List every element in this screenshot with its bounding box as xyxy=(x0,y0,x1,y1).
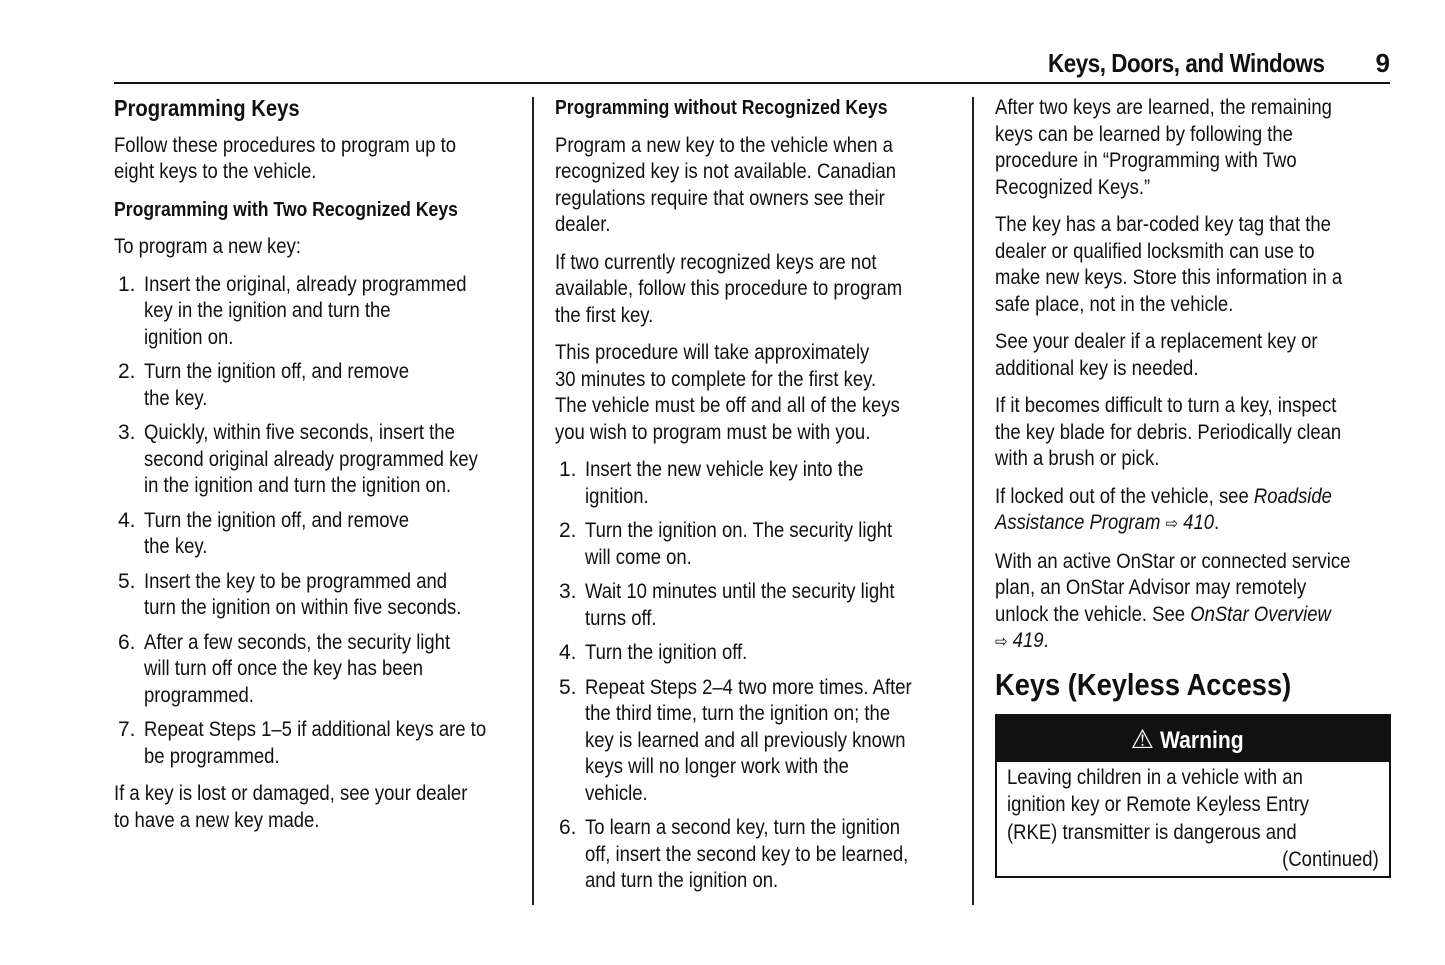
steps-list-without-keys xyxy=(555,457,950,895)
page-header xyxy=(114,46,1390,84)
paragraph: If it becomes difficult to turn a key, inspect the key blade for debris. Periodically clean with a brush or pick. xyxy=(995,394,1342,470)
warning-triangle-icon: ⚠ xyxy=(1130,723,1155,754)
closing-paragraph: If a key is lost or damaged, see your dealer to have a new key made. xyxy=(114,782,468,832)
page-reference-419[interactable]: 419 xyxy=(1012,629,1044,652)
paragraph: After two keys are learned, the remaining keys can be learned by following the procedure in “Programming with Two Recognized Keys.” xyxy=(995,96,1332,199)
paragraph: If two currently recognized keys are not available, follow this procedure to program the first key. xyxy=(555,250,903,327)
column-2 xyxy=(555,95,950,906)
column-divider xyxy=(972,97,974,905)
page-number: 9 xyxy=(1375,48,1390,78)
list-item: 7. Repeat Steps 1–5 if additional keys are to be programmed. xyxy=(118,718,487,768)
column-1 xyxy=(114,95,514,845)
list-item: 6. To learn a second key, turn the ignition off, insert the second key to be learned, and turn the ignition on. xyxy=(559,816,909,892)
list-item: 1. Insert the original, already programmed key in the ignition and turn the ignition on. xyxy=(118,272,467,349)
paragraph: This procedure will take approximately 30 minutes to complete for the first key. The vehicle must be off and all of the keys you wish to program must be with you. xyxy=(555,341,900,444)
list-item: 3. Quickly, within five seconds, insert the second original already programmed key in the ignition and turn the ignition on. xyxy=(118,421,478,497)
continued-label: (Continued) xyxy=(1282,848,1379,871)
list-item: 4. Turn the ignition off. xyxy=(559,641,748,664)
paragraph-roadside: If locked out of the vehicle, see Roadside Assistance Program ⇨ 410. xyxy=(995,484,1332,534)
warning-body: Leaving children in a vehicle with an ignition key or Remote Keyless Entry (RKE) transmitter is dangerous and (Continued) xyxy=(997,762,1389,876)
page-reference-arrow-icon: ⇨ xyxy=(995,632,1008,651)
roadside-assistance-link[interactable]: Roadside xyxy=(1253,484,1332,508)
roadside-assistance-link[interactable]: Assistance Program xyxy=(995,511,1161,534)
warning-box xyxy=(995,714,1391,878)
intro-paragraph: Follow these procedures to program up to eight keys to the vehicle. xyxy=(114,133,457,183)
warning-header xyxy=(997,716,1389,762)
steps-list-two-keys xyxy=(114,272,514,771)
onstar-overview-link[interactable]: OnStar Overview xyxy=(1190,602,1331,626)
page-reference-410[interactable]: 410 xyxy=(1183,511,1215,534)
section-title: Keys, Doors, and Windows xyxy=(1047,48,1324,78)
column-divider xyxy=(532,97,534,905)
list-item: 6. After a few seconds, the security light will turn off once the key has been programmed. xyxy=(118,630,451,707)
list-item: 4. Turn the ignition off, and remove the key. xyxy=(118,508,410,558)
list-item: 5. Repeat Steps 2–4 two more times. After the third time, turn the ignition on; the key is learned and all previously known keys will no longer work with the vehicle. xyxy=(559,675,912,805)
list-item: 2. Turn the ignition off, and remove the key. xyxy=(118,360,410,410)
column-3 xyxy=(995,95,1390,878)
paragraph-onstar: With an active OnStar or connected service plan, an OnStar Advisor may remotely unlock the vehicle. See OnStar Overview ⇨ 419. xyxy=(995,549,1351,652)
page-reference-arrow-icon: ⇨ xyxy=(1165,514,1179,533)
list-item: 5. Insert the key to be programmed and turn the ignition on within five seconds. xyxy=(118,569,462,619)
subheading-two-recognized-keys: Programming with Two Recognized Keys xyxy=(114,198,458,221)
lead-text: To program a new key: xyxy=(114,235,301,258)
list-item: 3. Wait 10 minutes until the security light turns off. xyxy=(559,580,895,630)
subheading-without-recognized-keys: Programming without Recognized Keys xyxy=(555,97,888,119)
heading-programming-keys: Programming Keys xyxy=(114,95,300,121)
list-item: 1. Insert the new vehicle key into the ignition. xyxy=(559,458,864,508)
heading-keys-keyless-access: Keys (Keyless Access) xyxy=(995,666,1292,702)
paragraph: The key has a bar-coded key tag that the dealer or qualified locksmith can use to make new keys. Store this information in a safe place, not in the vehicle. xyxy=(995,213,1343,316)
paragraph: See your dealer if a replacement key or additional key is needed. xyxy=(995,330,1318,380)
paragraph: Program a new key to the vehicle when a recognized key is not available. Canadian regulations require that owners see their dealer. xyxy=(555,133,897,236)
warning-title: Warning xyxy=(1160,726,1244,754)
list-item: 2. Turn the ignition on. The security light will come on. xyxy=(559,519,893,569)
